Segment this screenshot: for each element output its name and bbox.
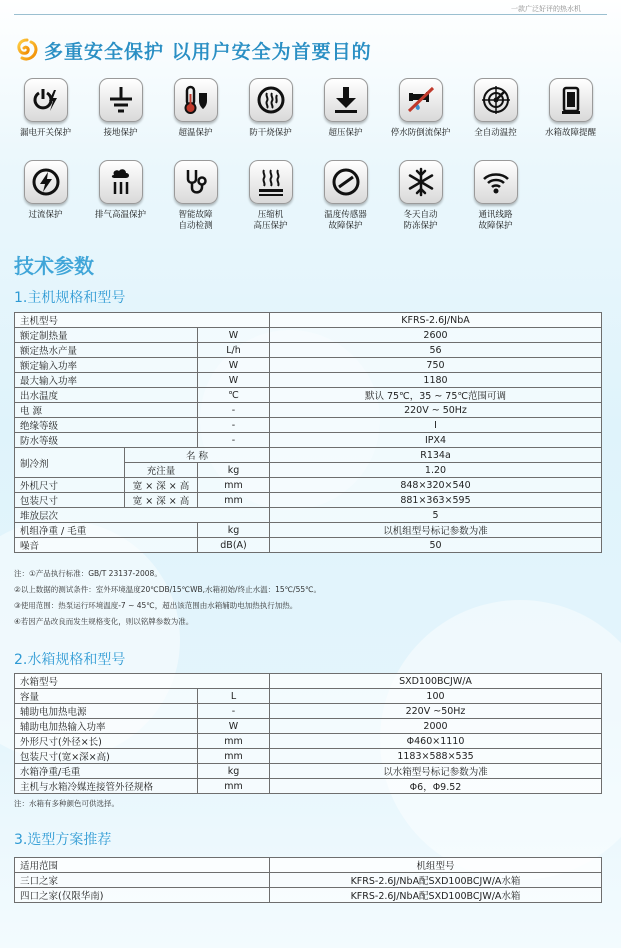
protection-label: 超压保护: [328, 128, 363, 138]
table-row: [15, 433, 602, 448]
protection-label: 超温保护: [178, 128, 213, 138]
protection-item: [83, 160, 158, 232]
table-cell: mm: [198, 493, 270, 508]
table-cell: 制冷剂: [15, 448, 125, 478]
protection-item: [383, 78, 458, 154]
table-cell: -: [198, 403, 270, 418]
protection-item: [458, 160, 533, 232]
table-cell: 848×320×540: [270, 478, 602, 493]
table-cell: 额定输入功率: [15, 358, 198, 373]
table-row: [15, 373, 602, 388]
sensor-icon: [330, 166, 362, 198]
host-notes: [14, 566, 321, 630]
table-cell: 宽 × 深 × 高: [125, 478, 198, 493]
protection-label: 停水防倒流保护: [390, 128, 451, 138]
table-cell: 辅助电加热输入功率: [15, 719, 198, 734]
headline: [14, 30, 372, 70]
table-cell: 2000: [270, 719, 602, 734]
table-cell: KFRS-2.6J/NbA配SXD100BCJW/A水箱: [270, 873, 602, 888]
protection-item: [83, 78, 158, 154]
stethoscope-icon: [180, 166, 212, 198]
table-cell: 50: [270, 538, 602, 553]
selection-table: [14, 857, 602, 903]
protection-item: [308, 78, 383, 154]
table-cell: mm: [198, 779, 270, 794]
table-row: [15, 689, 602, 704]
no-water-icon: [405, 84, 437, 116]
top-caption: 一款广泛好评的热水机: [511, 5, 581, 13]
table-cell: W: [198, 373, 270, 388]
table-cell: SXD100BCJW/A: [270, 674, 602, 689]
headline-text: 多重安全保护 以用户安全为首要目的: [44, 40, 372, 63]
snowflake-icon: [405, 166, 437, 198]
table-row: [15, 343, 602, 358]
table-cell: 宽 × 深 × 高: [125, 493, 198, 508]
protection-label: 全自动温控: [474, 128, 517, 138]
table-cell: 容量: [15, 689, 198, 704]
table-cell: -: [198, 433, 270, 448]
auto-temp-icon: [480, 84, 512, 116]
table-row: [15, 448, 602, 463]
table-cell: KFRS-2.6J/NbA配SXD100BCJW/A水箱: [270, 888, 602, 903]
tech-params-title: 技术参数: [14, 254, 94, 278]
selection-title: 3.选型方案推荐: [14, 832, 112, 848]
table-cell: -: [198, 704, 270, 719]
protection-label: 通讯线路 故障保护: [478, 210, 513, 231]
table-row: [15, 538, 602, 553]
protection-label: 排气高温保护: [94, 210, 146, 220]
protection-label: 水箱故障提醒: [544, 128, 596, 138]
table-cell: 适用范围: [15, 858, 270, 873]
protection-item: [158, 78, 233, 154]
table-cell: ℃: [198, 388, 270, 403]
protection-label: 智能故障 自动检测: [178, 210, 213, 231]
ground-icon: [105, 84, 137, 116]
table-cell: 主机型号: [15, 313, 270, 328]
table-cell: I: [270, 418, 602, 433]
tank-spec-title: 2.水箱规格和型号: [14, 652, 126, 668]
table-row: [15, 403, 602, 418]
table-row: [15, 873, 602, 888]
table-cell: W: [198, 358, 270, 373]
table-cell: 堆放层次: [15, 508, 270, 523]
protection-item: [8, 78, 83, 154]
table-cell: Φ460×1110: [270, 734, 602, 749]
protection-label: 漏电开关保护: [19, 128, 71, 138]
table-cell: 1180: [270, 373, 602, 388]
table-cell: 750: [270, 358, 602, 373]
table-cell: 防水等级: [15, 433, 198, 448]
table-cell: 三口之家: [15, 873, 270, 888]
table-row: [15, 779, 602, 794]
table-cell: mm: [198, 749, 270, 764]
wifi-icon: [480, 166, 512, 198]
table-cell: 100: [270, 689, 602, 704]
protection-item: [383, 160, 458, 232]
table-cell: kg: [198, 463, 270, 478]
icon-row: [8, 160, 608, 232]
table-cell: KFRS-2.6J/NbA: [270, 313, 602, 328]
table-cell: 噪音: [15, 538, 198, 553]
table-row: [15, 719, 602, 734]
table-row: [15, 749, 602, 764]
table-cell: dB(A): [198, 538, 270, 553]
table-row: [15, 888, 602, 903]
table-cell: kg: [198, 523, 270, 538]
protection-label: 接地保护: [103, 128, 138, 138]
table-row: [15, 358, 602, 373]
table-row: [15, 674, 602, 689]
note-line: ④若因产品改良而发生规格变化，则以铭牌参数为准。: [14, 617, 194, 626]
note-line: 注：①产品执行标准：GB/T 23137-2008。: [14, 569, 162, 578]
note-line: ②以上数据的测试条件：室外环境温度20℃DB/15℃WB,水箱初始/终止水温：15℃/55℃。: [14, 585, 322, 594]
host-spec-table: [14, 312, 602, 553]
table-cell: 包装尺寸(宽×深×高): [15, 749, 198, 764]
table-cell: 主机与水箱冷媒连接管外径规格: [15, 779, 198, 794]
table-cell: 5: [270, 508, 602, 523]
table-row: [15, 764, 602, 779]
table-row: [15, 478, 602, 493]
thermometer-shield-icon: [180, 84, 212, 116]
protection-label: 过流保护: [28, 210, 63, 220]
protection-label: 温度传感器 故障保护: [324, 210, 367, 231]
host-spec-title: 1.主机规格和型号: [14, 290, 126, 306]
table-cell: 1183×588×535: [270, 749, 602, 764]
table-row: [15, 858, 602, 873]
table-cell: 默认 75℃，35 ~ 75℃范围可调: [270, 388, 602, 403]
table-cell: R134a: [270, 448, 602, 463]
tank-spec-table: [14, 673, 602, 794]
table-cell: 1.20: [270, 463, 602, 478]
table-cell: 名 称: [125, 448, 270, 463]
table-cell: W: [198, 719, 270, 734]
table-cell: 以机组型号标记参数为准: [270, 523, 602, 538]
table-cell: Φ6，Φ9.52: [270, 779, 602, 794]
table-cell: 额定热水产量: [15, 343, 198, 358]
table-cell: 绝缘等级: [15, 418, 198, 433]
table-row: [15, 493, 602, 508]
protection-item: [8, 160, 83, 232]
table-cell: 2600: [270, 328, 602, 343]
table-cell: 水箱净重/毛重: [15, 764, 198, 779]
lightning-icon: [30, 166, 62, 198]
power-icon: [30, 84, 62, 116]
compressor-icon: [255, 166, 287, 198]
table-cell: 881×363×595: [270, 493, 602, 508]
protection-label: 防干烧保护: [249, 128, 292, 138]
protection-item: [233, 78, 308, 154]
protection-item: [233, 160, 308, 232]
table-cell: 四口之家(仅限华南): [15, 888, 270, 903]
table-cell: 辅助电加热电源: [15, 704, 198, 719]
table-cell: 外机尺寸: [15, 478, 125, 493]
table-cell: 包装尺寸: [15, 493, 125, 508]
table-cell: 出水温度: [15, 388, 198, 403]
table-cell: IPX4: [270, 433, 602, 448]
exhaust-icon: [105, 166, 137, 198]
table-cell: 充注量: [125, 463, 198, 478]
table-row: [15, 734, 602, 749]
table-cell: L: [198, 689, 270, 704]
table-cell: 最大输入功率: [15, 373, 198, 388]
table-cell: 220V ~ 50Hz: [270, 403, 602, 418]
table-cell: mm: [198, 734, 270, 749]
table-cell: L/h: [198, 343, 270, 358]
dry-burn-icon: [255, 84, 287, 116]
protection-label: 压缩机 高压保护: [253, 210, 288, 231]
table-cell: 机组型号: [270, 858, 602, 873]
protection-item: [158, 160, 233, 232]
tank-note: 注：水箱有多种颜色可供选择。: [14, 799, 119, 808]
table-cell: mm: [198, 478, 270, 493]
table-row: [15, 704, 602, 719]
table-row: [15, 328, 602, 343]
note-line: ③使用范围：热泵运行环境温度-7 ~ 45℃，超出该范围由水箱辅助电加热执行加热。: [14, 601, 298, 610]
table-cell: kg: [198, 764, 270, 779]
table-row: [15, 523, 602, 538]
table-cell: W: [198, 328, 270, 343]
tank-fault-icon: [555, 84, 587, 116]
table-cell: 电 源: [15, 403, 198, 418]
table-row: [15, 388, 602, 403]
swirl-logo-icon: [14, 37, 40, 63]
icon-row: [8, 78, 608, 154]
table-cell: 以水箱型号标记参数为准: [270, 764, 602, 779]
table-row: [15, 313, 602, 328]
table-cell: 外形尺寸(外径×长): [15, 734, 198, 749]
table-cell: -: [198, 418, 270, 433]
top-divider: [14, 14, 607, 15]
table-cell: 220V ~50Hz: [270, 704, 602, 719]
pressure-arrow-icon: [330, 84, 362, 116]
table-cell: 56: [270, 343, 602, 358]
table-row: [15, 418, 602, 433]
protection-item: [458, 78, 533, 154]
table-cell: 额定制热量: [15, 328, 198, 343]
protection-item: [533, 78, 608, 154]
protection-icon-grid: [8, 78, 608, 232]
protection-item: [308, 160, 383, 232]
table-row: [15, 508, 602, 523]
protection-label: 冬天自动 防冻保护: [403, 210, 438, 231]
table-cell: 机组净重 / 毛重: [15, 523, 198, 538]
table-cell: 水箱型号: [15, 674, 270, 689]
